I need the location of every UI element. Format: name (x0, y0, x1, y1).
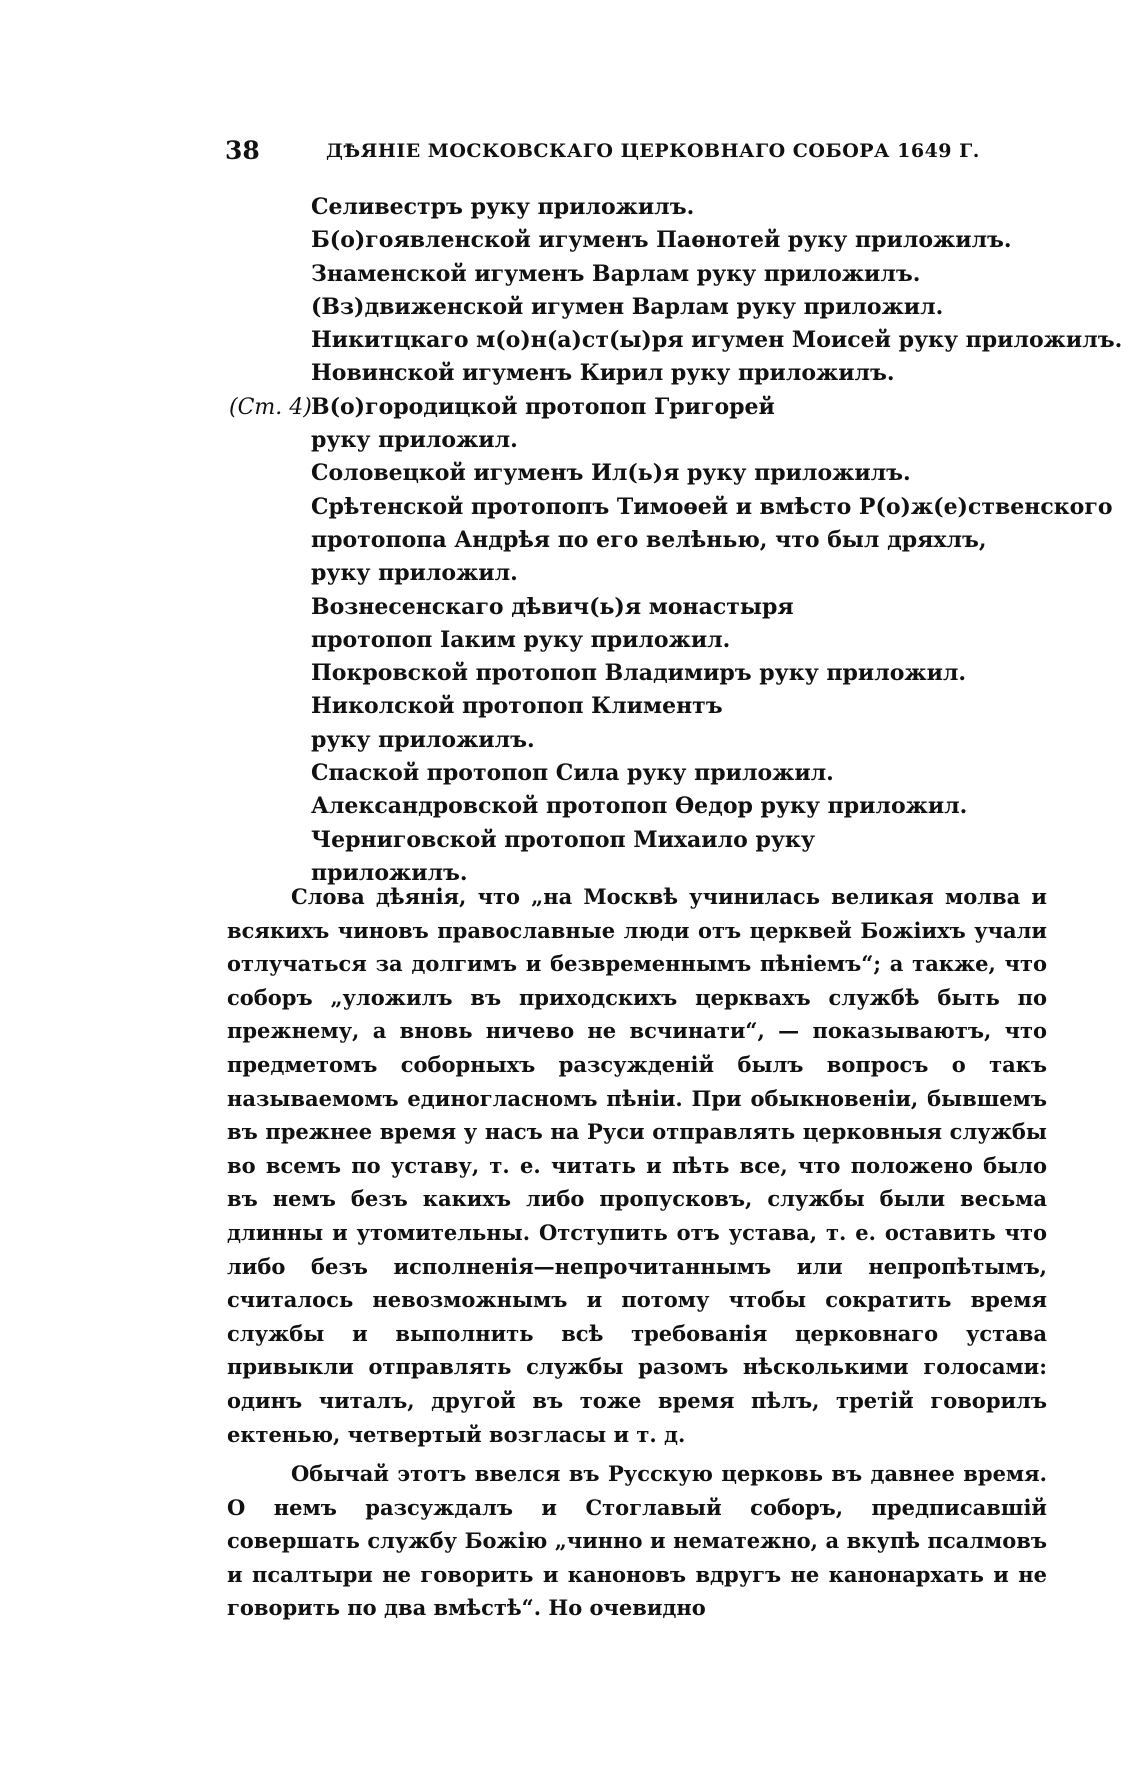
paragraph: Слова дѣянія, что „на Москвѣ учинилась великая молва и всякихъ чиновъ православные люди отъ церквей Божіихъ учали отлучаться за долгимъ и безвременнымъ пѣніемъ“; а также, что соборъ „уложилъ въ приходскихъ церквахъ службѣ быть по прежнему, а вновь ничево не всчинати“, — показываютъ, что предметомъ соборныхъ разсужденій былъ вопросъ о такъ называемомъ единогласномъ пѣніи. При обыкновеніи, бывшемъ въ прежнее время у насъ на Руси отправлять церковныя службы во всемъ по уставу, т. е. читать и пѣть все, что положено было въ немъ безъ какихъ либо пропусковъ, службы были весьма длинны и утомительны. Отступить отъ устава, т. е. оставить что либо безъ исполненія—непрочитаннымъ или непропѣтымъ, считалось невозможнымъ и потому чтобы сократить время службы и выполнить всѣ требованія церковнаго устава привыкли отправлять службы разомъ нѣсколькими голосами: одинъ читалъ, другой въ тоже время пѣлъ, третій говорилъ ектенью, четвертый возгласы и т. д. (227, 884, 1047, 1447)
signature-text: протопопа Андрѣя по его велѣнью, что был дряхлъ, (311, 526, 987, 553)
signature-line (0, 258, 1140, 291)
page-header (225, 136, 1060, 172)
signature-text: Черниговской протопоп Михаило руку (311, 826, 815, 853)
signature-text: руку приложил. (311, 560, 518, 587)
signature-line (0, 357, 1140, 390)
signature-line (0, 557, 1140, 590)
signature-text: Спаской протопоп Сила руку приложил. (311, 760, 834, 787)
signature-text: Селивестръ руку приложилъ. (311, 194, 695, 220)
signature-text: Срѣтенской протопопъ Тимоѳей и вмѣсто Р(о)ж(е)ственского (311, 493, 1113, 520)
signature-text: Новинской игуменъ Кирил руку приложилъ. (311, 360, 895, 387)
signature-line (0, 824, 1140, 857)
signature-line (0, 491, 1140, 524)
signature-text: приложилъ. (311, 859, 468, 886)
signature-line (0, 657, 1140, 690)
signature-text: Покровской протопоп Владимиръ руку приложил. (311, 660, 967, 687)
signature-line (0, 591, 1140, 624)
signature-line (0, 457, 1140, 490)
signature-line (0, 391, 1140, 424)
signature-text: Знаменской игуменъ Варлам руку приложилъ. (311, 260, 921, 287)
margin-note: (Ст. 4) (229, 394, 312, 420)
signature-text: Никитцкаго м(о)н(а)ст(ы)ря игумен Моисей руку приложилъ. (311, 327, 1123, 354)
signature-line (0, 291, 1140, 324)
signature-text: В(о)городицкой протопоп Григорей (311, 393, 775, 420)
page-number: 38 (225, 136, 260, 165)
signature-text: Александровской протопоп Ѳедор руку приложил. (311, 793, 968, 820)
signature-text: Соловецкой игуменъ Ил(ь)я руку приложилъ. (311, 460, 911, 487)
signature-text: протопоп Іаким руку приложил. (311, 626, 731, 653)
signature-line (0, 690, 1140, 723)
running-title: ДѢЯНІЕ МОСКОВСКАГО ЦЕРКОВНАГО СОБОРА 1649 Г. (326, 140, 980, 162)
signature-text: (Вз)движенской игумен Варлам руку приложил. (311, 293, 944, 320)
signature-line (0, 324, 1140, 357)
signature-text: Б(о)гоявленской игуменъ Паѳнотей руку приложилъ. (311, 227, 1012, 254)
signature-text: руку приложилъ. (311, 726, 535, 753)
signature-line (0, 524, 1140, 557)
body-text (227, 880, 1047, 1625)
signature-text: Вознесенскаго дѣвич(ь)я монастыря (311, 593, 794, 620)
signature-line (0, 624, 1140, 657)
signature-line (0, 424, 1140, 457)
signature-list (0, 191, 1140, 890)
signature-text: руку приложил. (311, 427, 518, 454)
signature-line (0, 224, 1140, 257)
signature-text: Николской протопоп Климентъ (311, 693, 723, 720)
paragraph: Обычай этотъ ввелся въ Русскую церковь въ давнее время. О немъ разсуждалъ и Стоглавый соборъ, предписавшій совершать службу Божію „чинно и нематежно, а вкупѣ псалмовъ и псалтыри не говорить и каноновъ вдругъ не канонархать и не говорить по два вмѣстѣ“. Но очевидно (227, 1461, 1047, 1621)
signature-line (0, 724, 1140, 757)
signature-line (0, 191, 1140, 224)
signature-line (0, 757, 1140, 790)
signature-line (0, 790, 1140, 823)
